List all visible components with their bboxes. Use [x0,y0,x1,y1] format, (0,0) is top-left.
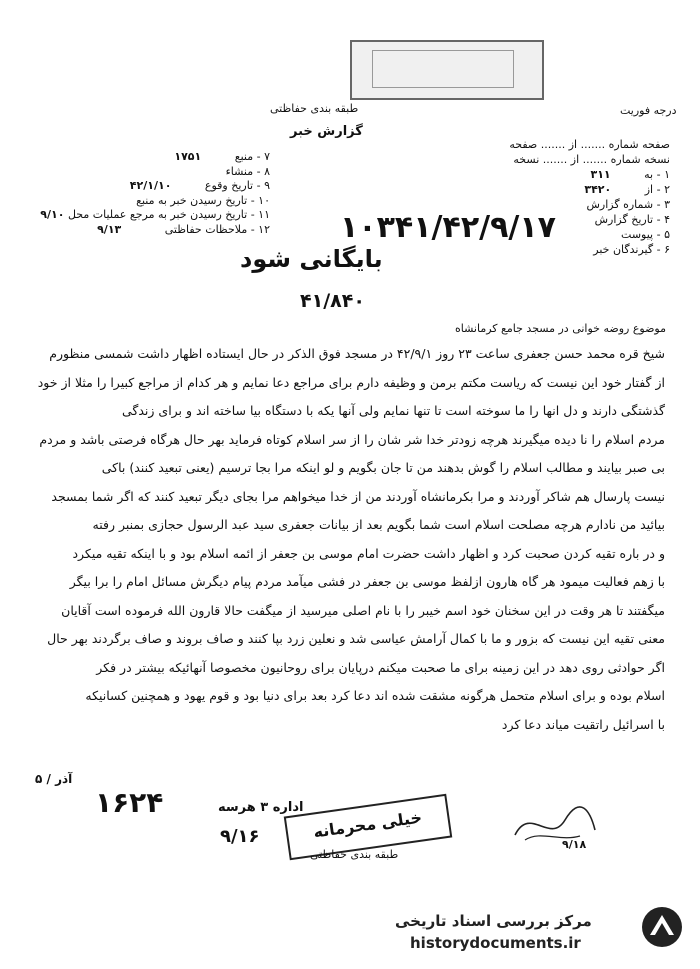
page-ref: ۱۶۲۴ [95,786,164,819]
classification-label: طبقه بندی حفاظتی [270,102,359,115]
urgency-label: درجه فوریت [620,104,677,117]
body-line: معنی تقیه این نیست که بزور و ما با کمال آرامش عیاسی شد و نعلین زرد بپا کنند و صاف بروند و صاف برگردند بهر حال [47,631,665,646]
signature-scribble [510,800,600,850]
top-stamp [350,40,544,100]
right-field: ۳ - شماره گزارش [586,198,670,211]
subject-prefix: موضوع [632,322,666,335]
subject-text: روضه خوانی در مسجد جامع کرمانشاه [454,322,630,335]
left-field-list [40,150,270,237]
report-title: گزارش خبر [290,124,363,139]
archive-note: بایگانی شود [240,245,383,273]
right-field: نسخه شماره ....... از ....... نسخه [513,153,670,166]
signature-number: ۹/۱۶ [220,826,260,847]
body-line: با اسرائیل راتقیت میاند دعا کرد [501,716,665,732]
body-line: بیائید من نادارم هرچه مصلحت اسلام است شما بگویم بعد از بیانات جعفری سید عبد الرسول حجازی بمنبر رفته [92,517,665,532]
body-line: میگفتند تا هر وقت در این سخنان خود اسم خیبر را با نام اصلی میرسید از میگفت حالا قارون الله فرموده است آقایان [61,602,665,618]
initials-number: ۹/۱۸ [562,838,587,851]
archive-logo-icon [640,905,684,949]
bold-code: ۴۱/۸۴۰ [300,290,365,312]
page-ref-small: ۵ / آذر [35,772,73,786]
body-line: نیست پارسال هم شاکر آوردند و مرا بکرمانشاه آوردند من از خدا میخواهم مرا بجای دیگر تبعید کنند که اگر شما بمسجد [51,488,665,504]
footer-classification-label: طبقه بندی حفاظتی [310,848,399,861]
body-line: اگر حوادثی روی دهد در این زمینه برای ما صحبت میکنم درپایان برای روحانیون مخصوصا آنهائیکه بیشتر در فکر [96,659,665,675]
website-text: historydocuments.ir [410,934,581,952]
report-body [25,340,665,739]
body-line: گذشتگی دارند و دل انها را ما سوخته است تا تنها نمایم ولی آنها یکه با دستگاه بیا ساخته اند و برای زندگی [121,403,665,418]
left-field: ۹ - تاریخ وقوع ۴۲/۱/۱۰ [129,179,270,192]
right-field: ۶ - گیرندگان خبر [593,243,670,256]
left-field: ۸ - منشاء [225,164,270,178]
right-field: ۱ - به ۳۱۱ [590,168,670,181]
archive-logo-text: مرکز بررسی اسناد تاریخی [395,912,592,930]
body-line: با زهم فعالیت میمود هر گاه هارون ازلفظ موسی بن جعفر در فشی میآمد مردم پیام دیگرش مسائل امام را برا بیگر [69,574,665,589]
body-line: و در باره تقیه کردن صحبت کرد و اظهار داشت حضرت امام موسی بن جعفر از ائمه اسلام بود و با اینکه تقیه میکرد [72,545,665,561]
subject-line [420,322,666,335]
left-field: ۷ - منبع ۱۷۵۱ [174,150,270,163]
handwritten-number: ۱۰۳۴۱/۴۲/۹/۱۷ [340,210,556,245]
body-line: مردم اسلام را نا دیده میگیرند هرچه زودتر خدا شر شان را از سر اسلام کوتاه فرماید بهر حال هرگاه فرصتی باشد و مردم [39,431,665,447]
left-field: ۱۱ - تاریخ رسیدن خبر به مرجع عملیات محل ۹/۱۰ [40,208,270,221]
body-line: شیخ قره محمد حسن جعفری ساعت ۲۳ روز ۴۲/۹/۱ در مسجد فوق الذکر در حال ایستاده اظهار داشت شمسی منظورم [49,346,665,361]
left-field: ۱۰ - تاریخ رسیدن خبر به منبع [136,193,270,207]
confidential-stamp: خیلی محرمانه [284,794,453,860]
right-field: ۲ - از ۳۴۲۰ [584,183,670,196]
right-field: ۵ - پیوست [621,228,670,241]
body-line: از گفتار خود این نیست که ریاست مکتم برمن و وظیفه دارم برای مراجع دعا نمایم و هر کدام از مراجع کبیرا را مثلا از خود [37,374,665,390]
signature-note: اداره ۳ هرسه [218,800,304,815]
right-field: ۴ - تاریخ گزارش [594,213,670,226]
body-line: اسلام بوده و برای اسلام متحمل هرگونه مشقت شده اند دعا کرد بعد برای دنیا بود و قوم یهود و همچنین کسانیکه [85,688,665,703]
right-field: صفحه شماره ....... از ....... صفحه [509,138,670,151]
left-field: ۱۲ - ملاحظات حفاظتی ۹/۱۳ [97,222,270,236]
body-line: بی صبر بیایند و مطالب اسلام را گوش بدهند من تا جان بگویم و لو اینکه مرا بجا ترسیم (یعنی تبعید کنند) باکی [101,460,665,475]
